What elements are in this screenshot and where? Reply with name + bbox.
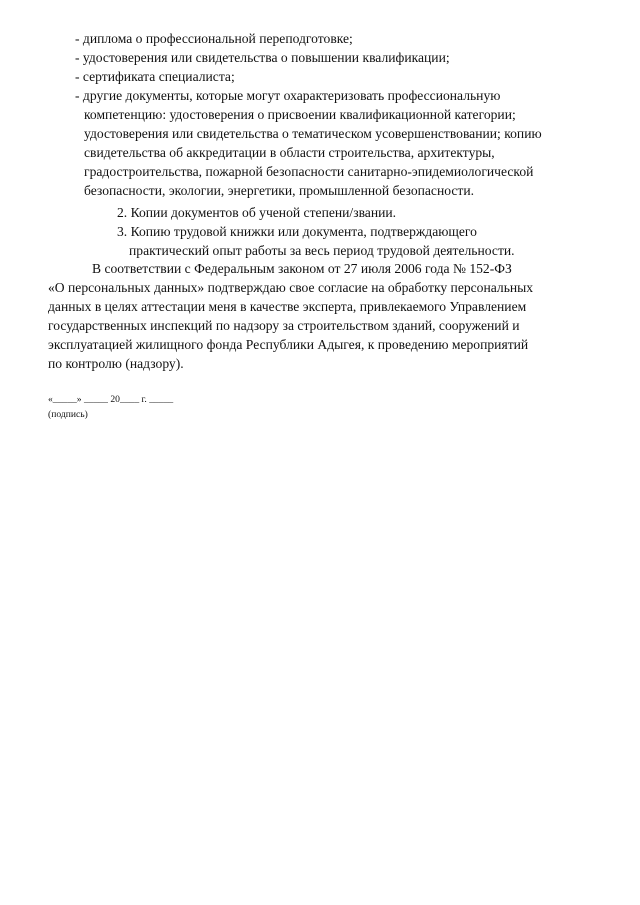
consent-paragraph-line1: В соответствии с Федеральным законом от 27 июля 2006 года № 152-ФЗ <box>92 261 512 276</box>
bullet-diploma: - диплома о профессиональной переподготовке; <box>75 31 353 46</box>
bullet-certificate-qualification: - удостоверения или свидетельства о повышении квалификации; <box>75 50 450 65</box>
date-signature-line: «_____» _____ 20____ г. _____ <box>48 394 174 405</box>
item-employment-record: 3. Копию трудовой книжки или документа, подтверждающего <box>117 224 477 239</box>
bullet-other-documents-line6: безопасности, экологии, энергетики, промышленной безопасности. <box>84 183 475 198</box>
bullet-other-documents-line2: компетенцию: удостоверения о присвоении квалификационной категории; <box>84 107 516 122</box>
consent-paragraph-line4: государственных инспекций по надзору за строительством зданий, сооружений и <box>48 318 520 333</box>
bullet-other-documents-line4: свидетельства об аккредитации в области строительства, архитектуры, <box>84 145 495 160</box>
consent-paragraph-line5: эксплуатацией жилищного фонда Республики Адыгея, к проведению мероприятий <box>48 337 529 352</box>
item-employment-record-line2: практический опыт работы за весь период трудовой деятельности. <box>129 243 515 258</box>
bullet-other-documents-line5: градостроительства, пожарной безопасности санитарно-эпидемиологической <box>84 164 534 179</box>
item-degree-copies: 2. Копии документов об ученой степени/звании. <box>117 205 397 220</box>
consent-paragraph-line2: «О персональных данных» подтверждаю свое согласие на обработку персональных <box>48 280 534 295</box>
bullet-specialist-certificate: - сертификата специалиста; <box>75 69 235 84</box>
consent-paragraph-line6: по контролю (надзору). <box>48 356 184 371</box>
bullet-other-documents-line3: удостоверения или свидетельства о тематическом усовершенствовании; копию <box>84 126 542 141</box>
consent-paragraph-line3: данных в целях аттестации меня в качестве эксперта, привлекаемого Управлением <box>48 299 527 314</box>
bullet-other-documents: - другие документы, которые могут охарактеризовать профессиональную <box>75 88 501 103</box>
signature-label: (подпись) <box>48 409 88 420</box>
